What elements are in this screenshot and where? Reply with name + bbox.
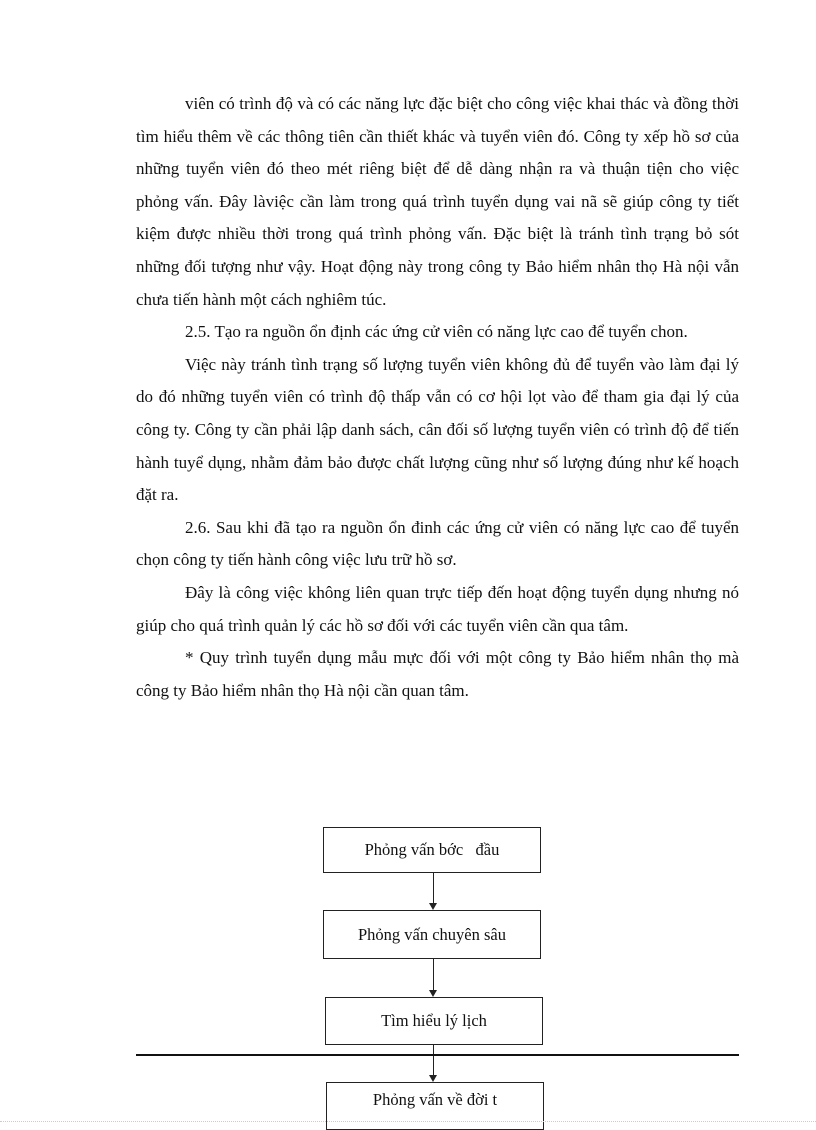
- page-divider: [136, 1054, 739, 1056]
- section-heading-2-5: 2.5. Tạo ra nguồn ổn định các ứng cử viên có năng lực cao để tuyển chon.: [185, 322, 688, 342]
- flow-arrow-2: [433, 959, 434, 990]
- flowchart-intro: * Quy trình tuyển dụng mẫu mực đối với một công ty Bảo hiểm nhân thọ mà công ty Bảo hiểm nhân thọ Hà nội cần quan tâm.: [136, 648, 739, 700]
- paragraph-continuation: viên có trình độ và có các năng lực đặc biệt cho công việc khai thác và đồng thời tìm hiểu thêm về các thông tiên cần thiết khác và tuyển viên đó. Công ty xếp hồ sơ của những tuyển viên đó theo mét riêng biệt để dễ dàng nhận ra và thuận tiện cho việc phỏng vấn. Đây làviệc cần làm trong quá trình tuyển dụng vai nã sẽ giúp công ty tiết kiệm được nhiều thời trong quá trình phỏng vấn. Đặc biệt là tránh tình trạng bỏ sót những đối tượng như vậy. Hoạt động này trong công ty Bảo hiểm nhân thọ Hà nội vẫn chưa tiến hành một cách nghiêm túc.: [136, 94, 739, 309]
- flow-step-personal-life-interview: Phỏng vấn về đời t: [326, 1082, 544, 1130]
- flow-step-in-depth-interview: Phỏng vấn chuyên sâu: [323, 910, 541, 959]
- body-text: [136, 88, 739, 707]
- flow-step-initial-interview: Phỏng vấn bớc đầu: [323, 827, 541, 873]
- flow-arrow-3: [433, 1045, 434, 1075]
- paragraph-2-5-body: Việc này tránh tình trạng số lượng tuyển viên không đủ để tuyển vào làm đại lý do đó những tuyển viên có trình độ thấp vẫn có cơ hội lọt vào để tham gia đại lý của công ty. Công ty cần phải lập danh sách, cân đối số lượng tuyển viên có trình độ để tiến hành tuyể dụng, nhằm đảm bảo được chất lượng cũng như số lượng đúng như kế hoạch đặt ra.: [136, 354, 739, 505]
- flow-arrow-3-head: [429, 1075, 437, 1082]
- flow-arrow-2-head: [429, 990, 437, 997]
- section-heading-2-6: 2.6. Sau khi đã tạo ra nguồn ổn đinh các ứng cử viên có năng lực cao để tuyển chọn công ty tiến hành công việc lưu trữ hồ sơ.: [136, 517, 739, 570]
- paragraph-2-6-body: Đây là công việc không liên quan trực tiếp đến hoạt động tuyển dụng nhưng nó giúp cho quá trình quản lý các hồ sơ đối với các tuyển viên cần qua tâm.: [136, 582, 739, 635]
- flow-arrow-1: [433, 873, 434, 903]
- flow-arrow-1-head: [429, 903, 437, 910]
- flow-step-background-check: Tìm hiểu lý lịch: [325, 997, 543, 1045]
